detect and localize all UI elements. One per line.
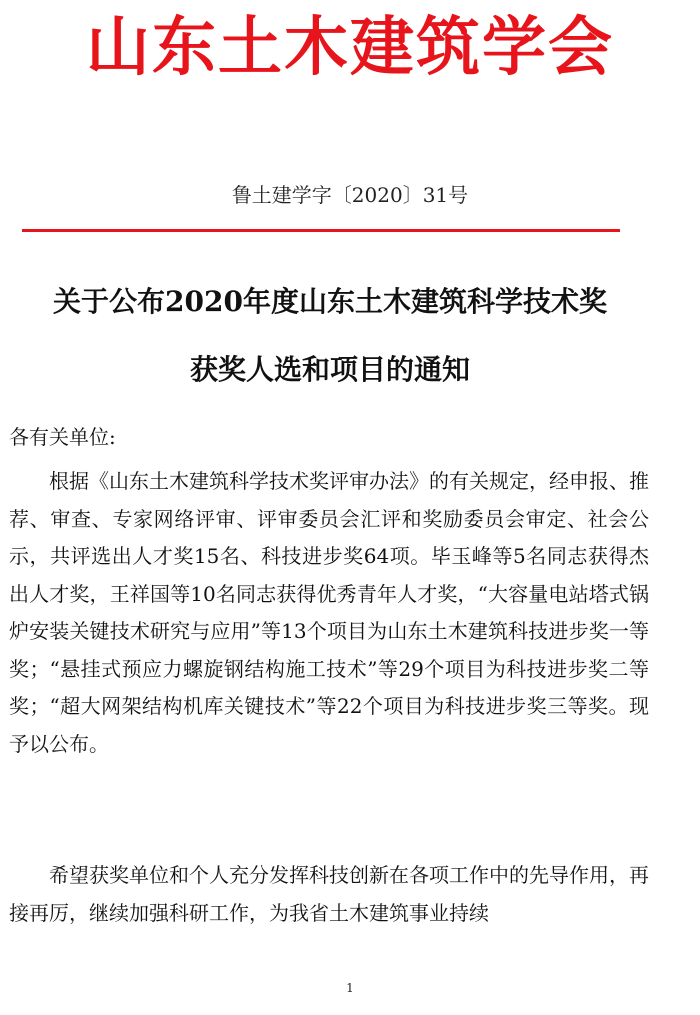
body-paragraph-1: 根据《山东土木建筑科学技术奖评审办法》的有关规定，经申报、推荐、审查、专家网络评审、评审委员会汇评和奖励委员会审定、社会公示，共评选出人才奖15名、科技进步奖64项。毕玉峰等5名同志获得杰出人才奖，王祥国等10名同志获得优秀青年人才奖，“大容量电站塔式锅炉安装关键技术研究与应用”等13个项目为山东土木建筑科技进步奖一等奖；“悬挂式预应力螺旋钢结构施工技术”等29个项目为科技进步奖二等奖；“超大网架结构机库关键技术”等22个项目为科技进步奖三等奖。现予以公布。 [9, 469, 649, 756]
page-number: 1 [346, 981, 354, 995]
notice-title-line-1: 关于公布2020年度山东土木建筑科学技术奖 [53, 285, 607, 318]
organization-header-title: 山东土木建筑学会 [86, 10, 614, 85]
notice-title-line-2: 获奖人选和项目的通知 [189, 353, 470, 386]
red-divider-line [22, 229, 620, 232]
body-paragraph-2: 希望获奖单位和个人充分发挥科技创新在各项工作中的先导作用，再接再厉，继续加强科研工作，为我省土木建筑事业持续 [9, 863, 649, 925]
salutation: 各有关单位: [9, 425, 116, 449]
document-number: 鲁土建学字〔2020〕31号 [231, 183, 469, 207]
